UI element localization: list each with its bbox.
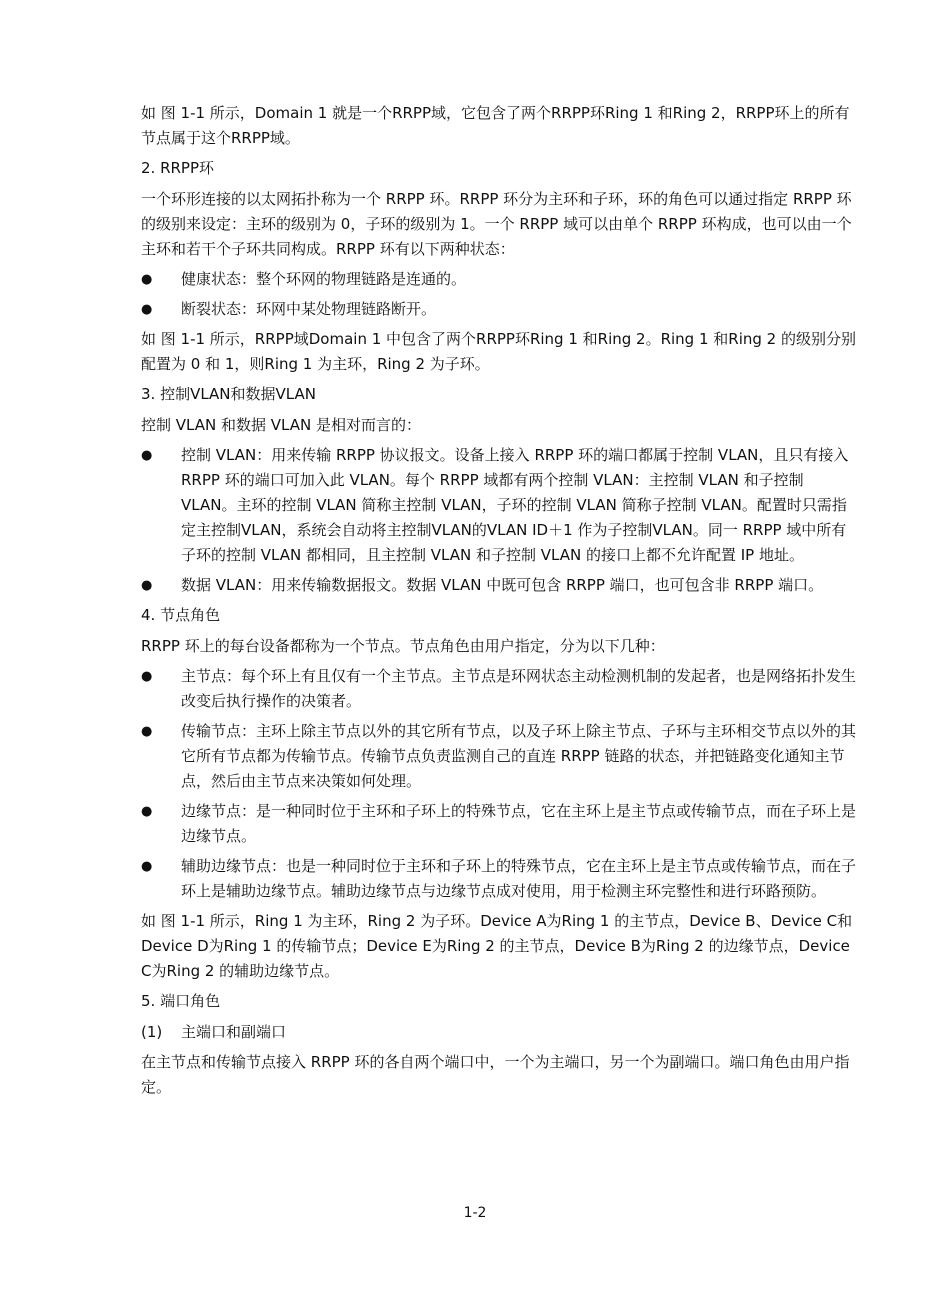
heading-rrpp-ring: 2. RRPP环 — [141, 159, 215, 177]
document-body — [141, 101, 861, 1105]
subheading-text: 主端口和副端口 — [181, 1023, 287, 1041]
heading-node-roles: 4. 节点角色 — [141, 606, 221, 624]
bullet-icon: ● — [141, 804, 153, 819]
page-number: 1-2 — [463, 1205, 487, 1221]
bullet-icon: ● — [141, 578, 153, 593]
list-item: ● 主节点：每个环上有且仅有一个主节点。主节点是环网状态主动检测机制的发起者，也是网络拓扑发生改变后执行操作的决策者。 — [141, 664, 861, 714]
paragraph-domain-intro: 如 图 1-1 所示，Domain 1 就是一个RRPP域，它包含了两个RRPP环Ring 1 和Ring 2，RRPP环上的所有节点属于这个RRPP域。 — [141, 104, 850, 147]
paragraph-node-roles: RRPP 环上的每台设备都称为一个节点。节点角色由用户指定，分为以下几种： — [141, 637, 665, 655]
subheading-number: (1) — [141, 1023, 163, 1041]
list-item: ● 数据 VLAN：用来传输数据报文。数据 VLAN 中既可包含 RRPP 端口，也可包含非 RRPP 端口。 — [141, 573, 861, 598]
bullet-icon: ● — [141, 302, 153, 317]
paragraph-vlan-intro: 控制 VLAN 和数据 VLAN 是相对而言的： — [141, 416, 421, 434]
subheading-primary-secondary-port — [141, 1020, 861, 1045]
bullet-icon: ● — [141, 859, 153, 874]
heading-vlan: 3. 控制VLAN和数据VLAN — [141, 385, 316, 403]
list-vlan-types — [141, 443, 861, 598]
list-node-roles — [141, 664, 861, 904]
paragraph-rrpp-ring: 一个环形连接的以太网拓扑称为一个 RRPP 环。RRPP 环分为主环和子环，环的角色可以通过指定 RRPP 环的级别来设定：主环的级别为 0，子环的级别为 1。一个 RRPP 域可以由单个 RRPP 环构成，也可以由一个主环和若干个子环共同构成。RRPP 环有以下两种状态： — [141, 190, 852, 258]
bullet-icon: ● — [141, 448, 153, 463]
list-item: ● 边缘节点：是一种同时位于主环和子环上的特殊节点，它在主环上是主节点或传输节点，而在子环上是边缘节点。 — [141, 799, 861, 849]
list-item: ● 控制 VLAN：用来传输 RRPP 协议报文。设备上接入 RRPP 环的端口都属于控制 VLAN，且只有接入 RRPP 环的端口可加入此 VLAN。每个 RRPP 域都有两个控制 VLAN：主控制 VLAN 和子控制 VLAN。主环的控制 VLAN 简称主控制 VLAN，子环的控制 VLAN 简称子控制 VLAN。配置时只需指定主控制VLAN，系统会自动将主控制VLAN的VLAN ID＋1 作为子控制VLAN。同一 RRPP 域中所有子环的控制 VLAN 都相同，且主控制 VLAN 和子控制 VLAN 的接口上都不允许配置 IP 地址。 — [141, 443, 861, 568]
list-item: ● 断裂状态：环网中某处物理链路断开。 — [141, 297, 861, 322]
paragraph-node-example: 如 图 1-1 所示，Ring 1 为主环，Ring 2 为子环。Device A为Ring 1 的主节点，Device B、Device C和Device D为Ring 1 的传输节点；Device E为Ring 2 的主节点，Device B为Ring 2 的边缘节点，Device C为Ring 2 的辅助边缘节点。 — [141, 912, 853, 980]
bullet-icon: ● — [141, 669, 153, 684]
list-item: ● 健康状态：整个环网的物理链路是连通的。 — [141, 267, 861, 292]
paragraph-ring-example: 如 图 1-1 所示，RRPP域Domain 1 中包含了两个RRPP环Ring 1 和Ring 2。Ring 1 和Ring 2 的级别分别配置为 0 和 1，则Ring 1 为主环，Ring 2 为子环。 — [141, 330, 856, 373]
bullet-icon: ● — [141, 724, 153, 739]
list-item: ● 辅助边缘节点：也是一种同时位于主环和子环上的特殊节点，它在主环上是主节点或传输节点，而在子环上是辅助边缘节点。辅助边缘节点与边缘节点成对使用，用于检测主环完整性和进行环路预防。 — [141, 854, 861, 904]
bullet-icon: ● — [141, 272, 153, 287]
heading-port-roles: 5. 端口角色 — [141, 992, 221, 1010]
paragraph-port-roles: 在主节点和传输节点接入 RRPP 环的各自两个端口中，一个为主端口，另一个为副端口。端口角色由用户指定。 — [141, 1053, 850, 1096]
list-ring-states — [141, 267, 861, 322]
list-item: ● 传输节点：主环上除主节点以外的其它所有节点，以及子环上除主节点、子环与主环相交节点以外的其它所有节点都为传输节点。传输节点负责监测自己的直连 RRPP 链路的状态，并把链路变化通知主节点，然后由主节点来决策如何处理。 — [141, 719, 861, 794]
